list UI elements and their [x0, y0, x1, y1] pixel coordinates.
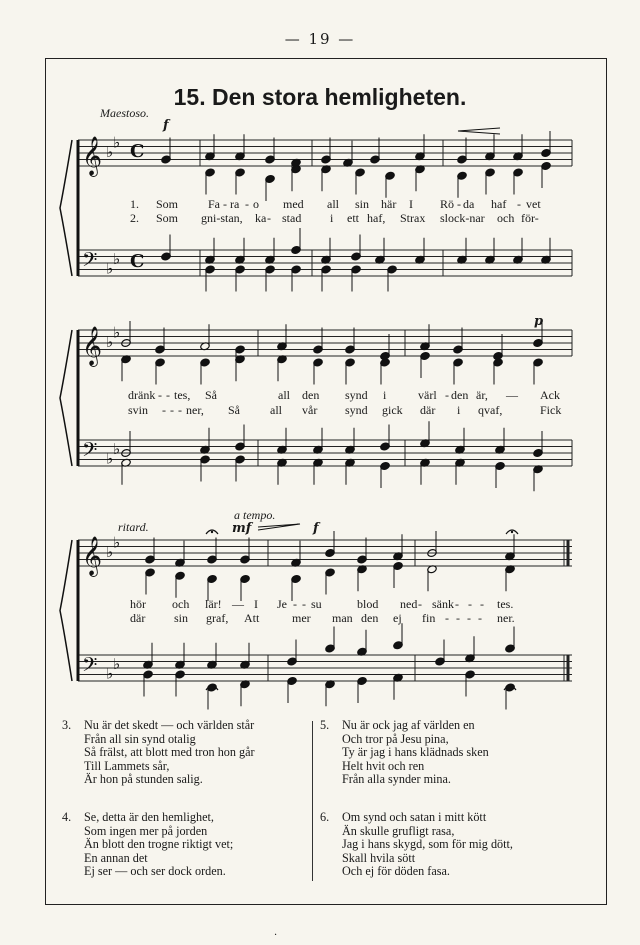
verse-line: Är hon på stunden salig. — [84, 772, 203, 787]
fermata-dot — [511, 531, 513, 533]
lyrics-system1-verse2 — [60, 211, 580, 227]
lyric-syllable: blod — [357, 597, 379, 611]
flat-icon: ♭ — [106, 664, 114, 683]
tempo-ritard: ritard. — [118, 520, 149, 534]
verse-5 — [320, 719, 565, 787]
lyric-syllable: Fick — [540, 403, 562, 417]
lyric-syllable: qvaf, — [478, 403, 503, 417]
lyric-syllable: Som — [156, 211, 179, 225]
lyric-syllable: su — [311, 597, 322, 611]
lyric-syllable: stad — [282, 211, 302, 225]
lyric-syllable: i — [330, 211, 334, 225]
verse-line: Jag i hans skygd, som för mig dött, — [342, 837, 513, 852]
verse-line: Ty är jag i hans klädnads sken — [342, 745, 489, 760]
lyric-syllable: man — [332, 611, 353, 625]
column-divider — [312, 721, 313, 881]
lyric-syllable: 2. — [130, 211, 139, 225]
lyric-syllable: där — [130, 611, 146, 625]
lyric-syllable: och — [172, 597, 190, 611]
verse-6 — [320, 811, 565, 879]
lyric-syllable: - — [455, 597, 459, 611]
lyric-syllable: ner. — [497, 611, 515, 625]
verse-line: Från all sin synd otalig — [84, 731, 196, 746]
lyric-syllable: ka — [255, 211, 267, 225]
common-time-icon: C — [130, 251, 145, 272]
flat-icon: ♭ — [113, 654, 121, 673]
crescendo-hairpin — [458, 128, 500, 134]
verse-line: Ej ser — och ser dock orden. — [84, 864, 226, 879]
verse-line: En annan det — [84, 850, 148, 865]
dynamic-forte-2: f — [313, 521, 319, 536]
lyric-syllable: Ack — [540, 388, 560, 402]
verse-line: Så frälst, att blott med tron hon går — [84, 745, 255, 760]
lyric-syllable: o — [253, 197, 259, 211]
lyric-syllable: gick — [382, 403, 403, 417]
lyric-syllable: och — [497, 211, 515, 225]
fermata-dot — [211, 531, 213, 533]
lyric-syllable: ej — [393, 611, 402, 625]
flat-icon: ♭ — [113, 133, 121, 152]
fermata-dot — [509, 687, 511, 689]
lyric-syllable: ett — [347, 211, 359, 225]
lyric-syllable: - — [467, 611, 471, 625]
lyric-syllable: Som — [156, 197, 179, 211]
lyric-syllable: da — [463, 197, 475, 211]
lyric-syllable: Fa — [208, 197, 220, 211]
flat-icon: ♭ — [106, 449, 114, 468]
lyric-syllable: är, — [476, 388, 488, 402]
bass-clef-icon: 𝄢 — [82, 248, 98, 276]
lyrics-system2-verse2 — [60, 403, 580, 419]
verse-line: Från alla synder mina. — [342, 772, 451, 787]
lyric-syllable: värl — [418, 388, 437, 402]
lyric-syllable: - — [245, 197, 249, 211]
lyric-syllable: med — [283, 197, 304, 211]
lyric-syllable: den — [451, 388, 469, 402]
dynamic-piano: p — [534, 314, 544, 329]
lyric-syllable: den — [361, 611, 379, 625]
page-number: — 19 — — [284, 30, 356, 48]
lyric-syllable: - — [468, 597, 472, 611]
tempo-maestoso: Maestoso. — [100, 106, 149, 120]
lyric-syllable: - — [178, 403, 182, 417]
lyric-syllable: - — [517, 197, 521, 211]
lyric-syllable: - — [480, 597, 484, 611]
verse-line: Se, detta är den hemlighet, — [84, 809, 214, 824]
treble-clef-icon: 𝄞 — [82, 536, 103, 576]
verses-right-column — [320, 719, 565, 903]
lyric-syllable: 1. — [130, 197, 139, 211]
lyric-syllable: - — [478, 611, 482, 625]
verse-line: Helt hvit och ren — [342, 758, 425, 773]
lyric-syllable: - — [223, 197, 227, 211]
fermata-dot — [211, 687, 213, 689]
lyric-syllable: där — [420, 403, 436, 417]
verse-number: 5. — [320, 718, 330, 732]
lyric-syllable: - — [293, 597, 297, 611]
flat-icon: ♭ — [106, 543, 114, 561]
lyric-syllable: - — [158, 388, 162, 402]
verse-line: Nu är det skedt — och världen står — [84, 718, 255, 732]
lyric-syllable: tes, — [174, 388, 191, 402]
verse-number: 3. — [62, 718, 72, 732]
verses-left-column — [62, 719, 307, 903]
verse-4 — [62, 811, 307, 879]
lyric-syllable: all — [327, 197, 339, 211]
lyric-syllable: dränk — [128, 388, 156, 402]
lyric-syllable: Så — [228, 403, 240, 417]
hymn-title: 15. Den stora hemligheten. — [173, 84, 467, 110]
lyric-syllable: I — [254, 597, 258, 611]
lyric-syllable: hör — [130, 597, 146, 611]
lyric-syllable: gni-stan, — [201, 211, 243, 225]
tempo-a-tempo: a tempo. — [234, 508, 276, 522]
lyric-syllable: lär! — [205, 597, 222, 611]
flat-icon: ♭ — [106, 259, 114, 278]
lyric-syllable: — — [506, 388, 518, 402]
verse-line: Och tror på Jesu pina, — [342, 731, 449, 746]
lyric-syllable: slock-nar — [440, 211, 485, 225]
lyric-syllable: Rö — [440, 197, 455, 211]
flat-icon: ♭ — [106, 143, 114, 161]
verse-line: Än blott den trogne riktigt vet; — [84, 837, 234, 852]
verse-line: Om synd och satan i mitt kött — [342, 809, 487, 824]
lyric-syllable: all — [278, 388, 290, 402]
lyric-syllable: svin — [128, 403, 149, 417]
treble-clef-icon: 𝄞 — [82, 326, 103, 366]
verse-number: 6. — [320, 809, 330, 824]
dynamic-mezzo-forte: mf — [232, 521, 252, 536]
lyric-syllable: för- — [521, 211, 539, 225]
crescendo-hairpin — [258, 524, 300, 530]
footer-mark: · — [274, 930, 278, 941]
lyric-syllable: sin — [355, 197, 370, 211]
lyric-syllable: all — [270, 403, 282, 417]
verse-line: Som ingen mer på jorden — [84, 823, 208, 838]
verse-line: Skall hvila sött — [342, 850, 416, 865]
lyric-syllable: i — [457, 403, 461, 417]
lyric-syllable: mer — [292, 611, 311, 625]
lyric-syllable: graf, — [206, 611, 229, 625]
common-time-icon: C — [130, 141, 145, 162]
verse-number: 4. — [62, 809, 72, 824]
lyric-syllable: - — [166, 388, 170, 402]
verse-3 — [62, 719, 307, 787]
lyric-syllable: den — [302, 388, 320, 402]
treble-clef-icon: 𝄞 — [82, 136, 103, 176]
lyric-syllable: haf, — [367, 211, 386, 225]
lyric-syllable: sin — [174, 611, 189, 625]
lyric-syllable: - — [456, 611, 460, 625]
dynamic-forte-1: f — [163, 118, 169, 133]
bass-clef-icon: 𝄢 — [82, 438, 98, 466]
lyric-syllable: - — [170, 403, 174, 417]
additional-verses — [62, 719, 582, 889]
lyrics-system3-verse2 — [60, 611, 580, 627]
lyric-syllable: Så — [205, 388, 217, 402]
lyric-syllable: vet — [526, 197, 541, 211]
lyric-syllable: Att — [244, 611, 260, 625]
lyric-syllable: synd — [345, 403, 368, 417]
lyric-syllable: - — [302, 597, 306, 611]
bass-clef-icon: 𝄢 — [82, 653, 98, 681]
lyric-syllable: Je — [277, 597, 287, 611]
lyric-syllable: fin — [422, 611, 436, 625]
flat-icon: ♭ — [106, 333, 114, 351]
flat-icon: ♭ — [113, 249, 121, 268]
verse-line: Än skulle grufligt rasa, — [342, 823, 455, 838]
verse-line: Nu är ock jag af världen en — [342, 718, 475, 732]
lyric-syllable: i — [383, 388, 387, 402]
lyric-syllable: tes. — [497, 597, 514, 611]
lyric-syllable: - — [162, 403, 166, 417]
lyric-syllable: ner, — [186, 403, 204, 417]
flat-icon: ♭ — [113, 533, 121, 552]
lyric-syllable: — — [232, 597, 244, 611]
lyric-syllable: synd — [345, 388, 368, 402]
lyric-syllable: ned — [400, 597, 418, 611]
lyric-syllable: - — [457, 197, 461, 211]
lyric-syllable: här — [381, 197, 397, 211]
verse-line: Till Lammets sår, — [84, 758, 170, 773]
flat-icon: ♭ — [113, 439, 121, 458]
lyrics-system2-verse1 — [60, 388, 580, 404]
lyric-syllable: haf — [491, 197, 507, 211]
flat-icon: ♭ — [113, 323, 121, 342]
lyric-syllable: sänk — [432, 597, 454, 611]
lyric-syllable: ra — [230, 197, 240, 211]
lyric-syllable: Strax — [400, 211, 426, 225]
lyric-syllable: - — [418, 597, 422, 611]
lyric-syllable: - — [445, 388, 449, 402]
lyric-syllable: - — [445, 611, 449, 625]
lyric-syllable: - — [267, 211, 271, 225]
lyric-syllable: I — [409, 197, 413, 211]
lyric-syllable: vår — [302, 403, 318, 417]
verse-line: Och ej för döden fasa. — [342, 864, 450, 879]
